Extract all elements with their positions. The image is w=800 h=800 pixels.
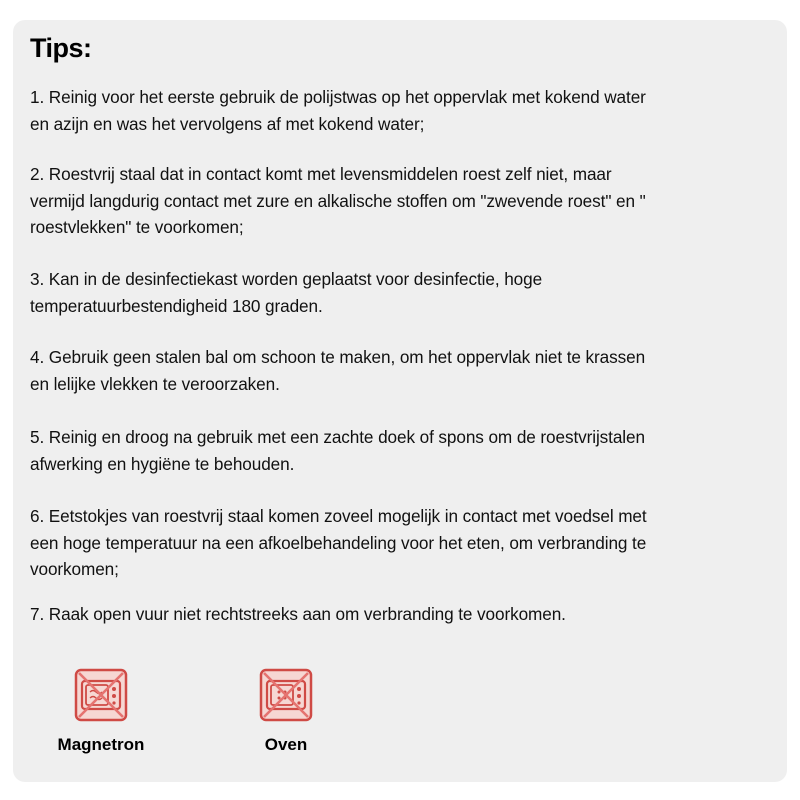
tip-1: 1. Reinig voor het eerste gebruik de polijstwas op het oppervlak met kokend water en azijn en was het vervolgens af met kokend water; [30,87,646,134]
appliance-magnetron [46,668,156,755]
tip-3: 3. Kan in de desinfectiekast worden geplaatst voor desinfectie, hoge temperatuurbestendigheid 180 graden. [30,269,543,316]
tip-7: 7. Raak open vuur niet rechtstreeks aan om verbranding te voorkomen. [30,604,566,624]
tip-6: 6. Eetstokjes van roestvrij staal komen zoveel mogelijk in contact met voedsel met een hoge temperatuur na een afkoelbehandeling voor het eten, om verbranding te voorkomen; [30,506,647,579]
microwave-prohibited-icon [74,668,128,722]
tip-2: 2. Roestvrij staal dat in contact komt met levensmiddelen roest zelf niet, maar vermijd langdurig contact met zure en alkalische stoffen om "zwevende roest" en " roestvlekken" te voorkomen; [30,164,646,237]
tips-title: Tips: [30,33,92,63]
appliance-label-oven: Oven [264,735,308,754]
appliance-label-magnetron: Magnetron [57,735,145,754]
oven-prohibited-icon [259,668,313,722]
tip-5: 5. Reinig en droog na gebruik met een zachte doek of spons om de roestvrijstalen afwerking en hygiëne te behouden. [30,427,645,474]
appliance-oven [231,668,341,755]
tip-4: 4. Gebruik geen stalen bal om schoon te maken, om het oppervlak niet te krassen en lelijke vlekken te veroorzaken. [30,347,646,394]
